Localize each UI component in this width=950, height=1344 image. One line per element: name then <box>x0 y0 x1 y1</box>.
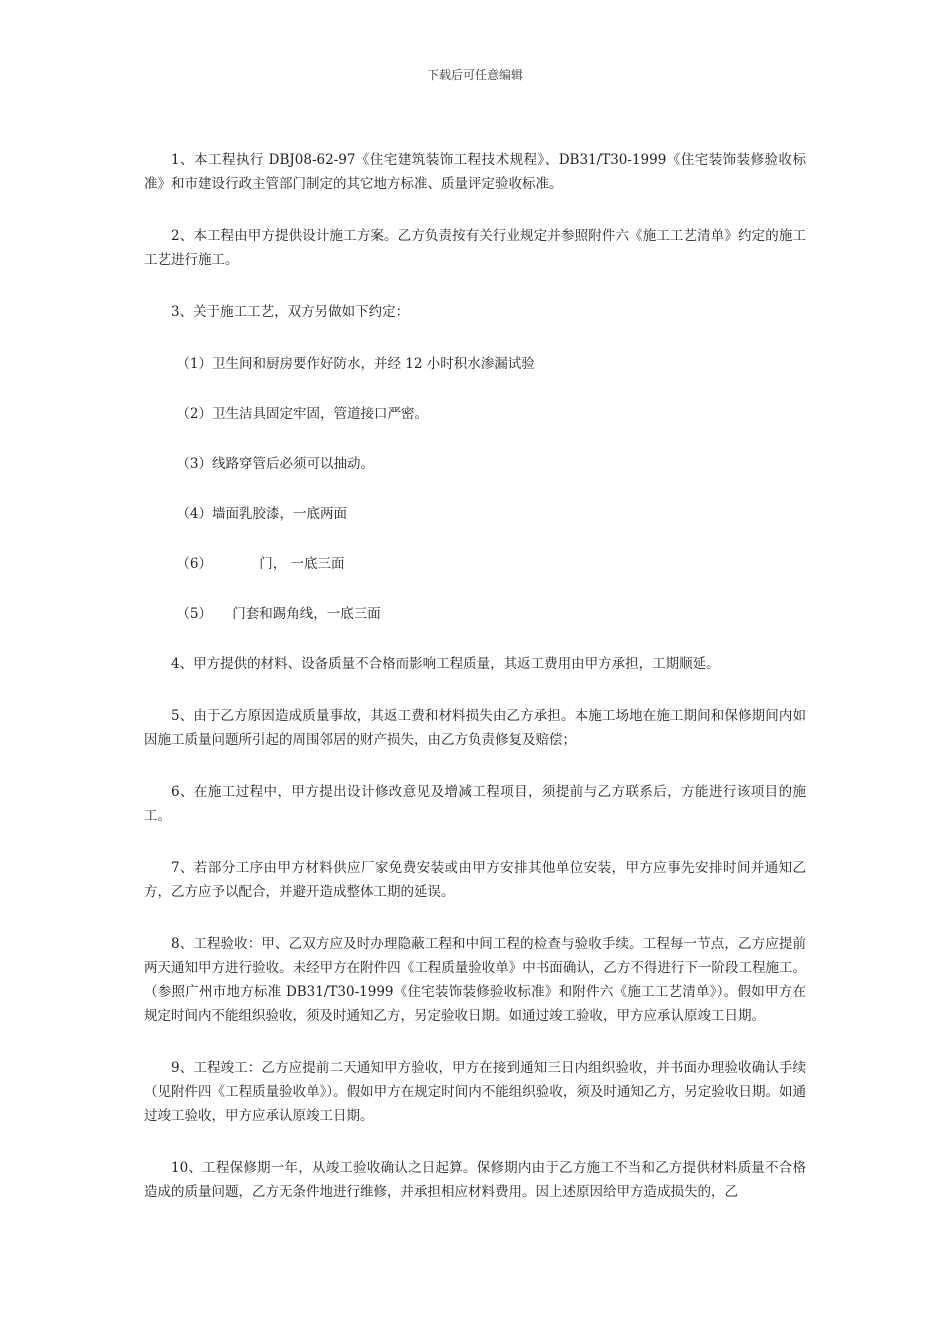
page-header: 下载后可任意编辑 <box>426 68 523 82</box>
sub-clause-paragraph: （4）墙面乳胶漆，一底两面 <box>176 506 347 522</box>
sub-clause-paragraph: （2）卫生洁具固定牢固，管道接口严密。 <box>176 406 428 422</box>
clause-paragraph: 2、本工程由甲方提供设计施工方案。乙方负责按有关行业规定并参照附件六《施工工艺清单》约定的施工工艺进行施工。 <box>144 228 806 268</box>
clause-paragraph: 3、关于施工工艺，双方另做如下约定： <box>171 304 410 320</box>
clause-paragraph: 10、工程保修期一年，从竣工验收确认之日起算。保修期内由于乙方施工不当和乙方提供材料质量不合格造成的质量问题，乙方无条件地进行维修，并承担相应材料费用。因上述原因给甲方造成损失的，乙 <box>144 1160 806 1200</box>
clause-paragraph: 6、在施工过程中，甲方提出设计修改意见及增减工程项目，须提前与乙方联系后，方能进行该项目的施工。 <box>144 784 806 824</box>
clause-paragraph: 7、若部分工序由甲方材料供应厂家免费安装或由甲方安排其他单位安装，甲方应事先安排时间并通知乙方，乙方应予以配合，并避开造成整体工期的延误。 <box>144 860 806 900</box>
sub-clause-paragraph: （5） 门套和踢角线，一底三面 <box>176 606 381 622</box>
clause-paragraph: 4、甲方提供的材料、设备质量不合格而影响工程质量，其返工费用由甲方承担，工期顺延。 <box>171 656 720 672</box>
clause-paragraph: 9、工程竣工：乙方应提前二天通知甲方验收，甲方在接到通知三日内组织验收，并书面办理验收确认手续（见附件四《工程质量验收单》）。假如甲方在规定时间内不能组织验收，须及时通知乙方，另定验收日期。如通过竣工验收，甲方应承认原竣工日期。 <box>144 1060 806 1124</box>
clause-paragraph: 8、工程验收：甲、乙双方应及时办理隐蔽工程和中间工程的检查与验收手续。工程每一节点，乙方应提前两天通知甲方进行验收。未经甲方在附件四《工程质量验收单》中书面确认，乙方不得进行下一阶段工程施工。（参照广州市地方标准 DB31/T30-1999《住宅装饰装修验收标准》和附件六《施工工艺清单》）。假如甲方在规定时间内不能组织验收，须及时通知乙方，另定验收日期。如通过竣工验收，甲方应承认原竣工日期。 <box>144 936 806 1024</box>
clause-paragraph: 1、本工程执行 DBJ08-62-97《住宅建筑装饰工程技术规程》、DB31/T30-1999《住宅装饰装修验收标准》和市建设行政主管部门制定的其它地方标准、质量评定验收标准。 <box>144 152 806 192</box>
clause-paragraph: 5、由于乙方原因造成质量事故，其返工费和材料损失由乙方承担。本施工场地在施工期间和保修期间内如因施工质量问题所引起的周围邻居的财产损失，由乙方负责修复及赔偿； <box>144 708 806 748</box>
sub-clause-paragraph: （1）卫生间和厨房要作好防水，并经 12 小时积水渗漏试验 <box>176 356 535 372</box>
sub-clause-paragraph: （6） 门， 一底三面 <box>176 556 345 572</box>
sub-clause-paragraph: （3）线路穿管后必须可以抽动。 <box>176 456 374 472</box>
document-body <box>144 148 806 1232</box>
